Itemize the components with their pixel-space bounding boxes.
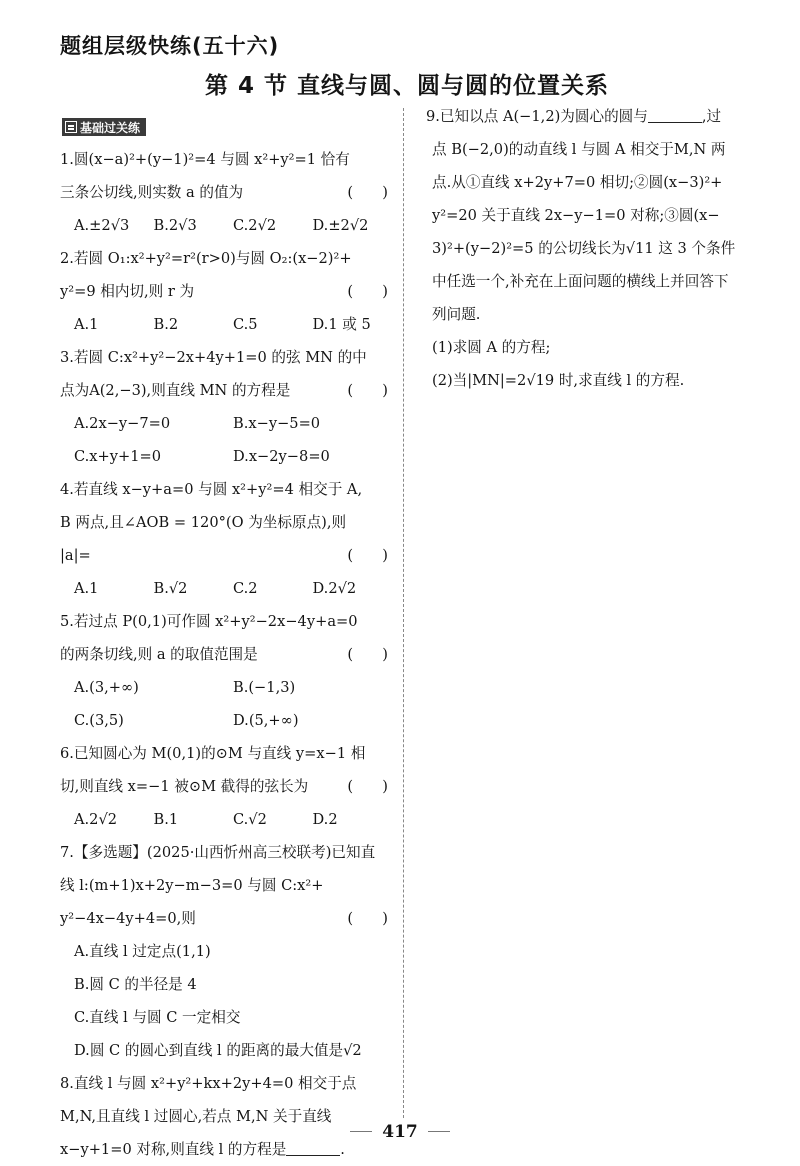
question-8-end: . (340, 1141, 345, 1158)
question-8-line: 8.直线 l 与圆 x²+y²+kx+2y+4=0 相交于点 (60, 1075, 357, 1092)
question-6-line: 切,则直线 x=−1 被⊙M 截得的弦长为 (60, 778, 309, 795)
question-5 (60, 605, 392, 737)
option-c: C.2√2 (233, 217, 277, 234)
page-number (0, 1122, 800, 1142)
option-d: D.2√2 (312, 580, 357, 597)
option-b: B.x−y−5=0 (233, 415, 321, 432)
question-9-line: 点 B(−2,0)的动直线 l 与圆 A 相交于M,N 两 (432, 141, 726, 158)
page-number-value: 417 (382, 1122, 418, 1142)
option-d: D.±2√2 (312, 217, 369, 234)
question-6-line: 6.已知圆心为 M(0,1)的⊙M 与直线 y=x−1 相 (60, 745, 366, 762)
question-7-line: y²−4x−4y+4=0,则 (60, 910, 196, 927)
option-b: B.(−1,3) (233, 679, 296, 696)
option-c: C.5 (233, 316, 258, 333)
question-9 (426, 100, 754, 397)
question-5-line: 的两条切线,则 a 的取值范围是 (60, 646, 258, 663)
option-a: A.1 (74, 580, 99, 597)
option-d: D.1 或 5 (312, 316, 371, 333)
option-c: C.x+y+1=0 (74, 448, 162, 465)
section-title: 第 4 节 直线与圆、圆与圆的位置关系 (205, 73, 610, 99)
question-3-line: 3.若圆 C:x²+y²−2x+4y+1=0 的弦 MN 的中 (60, 349, 367, 366)
book-icon (65, 121, 77, 133)
question-8-line: M,N,且直线 l 过圆心,若点 M,N 关于直线 (60, 1108, 332, 1125)
option-b: B.√2 (153, 580, 188, 597)
question-3 (60, 341, 392, 473)
option-a: A.直线 l 过定点(1,1) (74, 943, 211, 960)
sub-question-1: (1)求圆 A 的方程; (432, 339, 551, 356)
option-a: A.±2√3 (74, 217, 130, 234)
question-4-line: 4.若直线 x−y+a=0 与圆 x²+y²=4 相交于 A, (60, 481, 363, 498)
question-7-line: 线 l:(m+1)x+2y−m−3=0 与圆 C:x²+ (60, 877, 324, 894)
question-5-line: 5.若过点 P(0,1)可作圆 x²+y²−2x−4y+a=0 (60, 613, 358, 630)
option-d: D.x−2y−8=0 (233, 448, 330, 465)
answer-bracket: ( ) (347, 184, 388, 201)
answer-bracket: ( ) (347, 778, 388, 795)
section-tag-label: 基础过关练 (80, 120, 141, 135)
question-2-line: y²=9 相内切,则 r 为 (60, 283, 195, 300)
question-3-line: 点为A(2,−3),则直线 MN 的方程是 (60, 382, 291, 399)
option-c: C.直线 l 与圆 C 一定相交 (74, 1009, 241, 1026)
answer-blank (648, 106, 702, 123)
right-column (426, 100, 754, 397)
question-8 (60, 1067, 392, 1166)
answer-bracket: ( ) (347, 283, 388, 300)
question-1 (60, 143, 392, 242)
option-c: C.√2 (233, 811, 267, 828)
question-9-line: y²=20 关于直线 2x−y−1=0 对称;③圆(x− (432, 207, 720, 224)
option-a: A.1 (74, 316, 99, 333)
option-d: D.圆 C 的圆心到直线 l 的距离的最大值是√2 (74, 1042, 362, 1059)
option-b: B.圆 C 的半径是 4 (74, 976, 197, 993)
question-7-line: 7.【多选题】(2025·山西忻州高三校联考)已知直 (60, 844, 376, 861)
question-2-line: 2.若圆 O₁:x²+y²=r²(r>0)与圆 O₂:(x−2)²+ (60, 250, 352, 267)
answer-bracket: ( ) (347, 646, 388, 663)
answer-bracket: ( ) (347, 547, 388, 564)
question-9-line: 中任选一个,补充在上面问题的横线上并回答下 (432, 273, 729, 290)
option-b: B.2√3 (153, 217, 197, 234)
option-a: A.(3,+∞) (74, 679, 139, 696)
question-1-line: 三条公切线,则实数 a 的值为 (60, 184, 244, 201)
option-a: A.2√2 (74, 811, 118, 828)
series-title: 题组层级快练(五十六) (60, 34, 280, 58)
question-9-line: 9.已知以点 A(−1,2)为圆心的圆与 (426, 108, 648, 125)
option-b: B.2 (153, 316, 179, 333)
question-9-line-end: ,过 (701, 108, 722, 125)
option-d: D.(5,+∞) (233, 712, 299, 729)
sub-question-2: (2)当|MN|=2√19 时,求直线 l 的方程. (432, 372, 685, 389)
question-4-line: |a|= (60, 547, 91, 564)
option-d: D.2 (312, 811, 338, 828)
option-c: C.(3,5) (74, 712, 124, 729)
question-4 (60, 473, 392, 605)
option-b: B.1 (153, 811, 179, 828)
question-7 (60, 836, 392, 1067)
answer-bracket: ( ) (347, 910, 388, 927)
question-1-line: 1.圆(x−a)²+(y−1)²=4 与圆 x²+y²=1 恰有 (60, 151, 350, 168)
question-6 (60, 737, 392, 836)
question-9-line: 点.从①直线 x+2y+7=0 相切;②圆(x−3)²+ (432, 174, 723, 191)
column-divider (403, 108, 404, 1118)
option-c: C.2 (233, 580, 258, 597)
answer-bracket: ( ) (347, 382, 388, 399)
question-4-line: B 两点,且∠AOB = 120°(O 为坐标原点),则 (60, 514, 347, 531)
section-tag (62, 118, 146, 136)
question-9-line: 列问题. (432, 306, 481, 323)
left-column (60, 143, 392, 1166)
question-2 (60, 242, 392, 341)
question-8-line: x−y+1=0 对称,则直线 l 的方程是 (60, 1141, 287, 1158)
option-a: A.2x−y−7=0 (74, 415, 171, 432)
question-9-line: 3)²+(y−2)²=5 的公切线长为√11 这 3 个条件 (432, 240, 736, 257)
